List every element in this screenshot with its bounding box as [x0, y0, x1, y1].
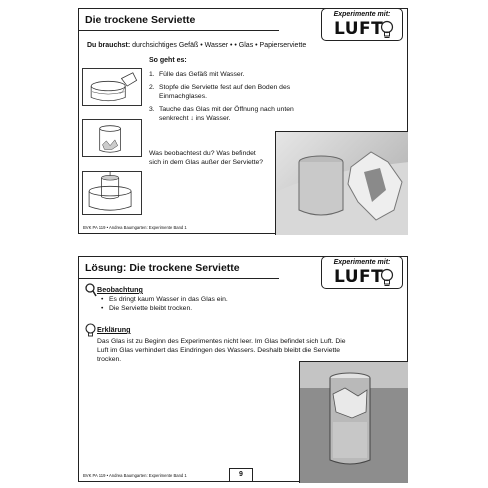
- step-number: 2.: [149, 84, 155, 91]
- sketch-fill-vessel: [82, 68, 142, 106]
- materials-line: [87, 42, 306, 49]
- lightbulb-icon: [380, 268, 394, 288]
- observation-list: [101, 295, 301, 313]
- question-text: Was beobachtest du? Was befindet sich in dem Glas außer der Serviette?: [149, 150, 264, 166]
- step-item: [149, 105, 309, 123]
- sketch-glass-into-water: [82, 171, 142, 215]
- step-text: Fülle das Gefäß mit Wasser.: [159, 71, 245, 78]
- card-title: Die trockene Serviette: [85, 14, 196, 26]
- sketch-napkin-in-glass: [82, 119, 142, 157]
- brand-caption: Experimente mit:: [333, 259, 391, 266]
- lightbulb-small-icon: [85, 323, 96, 338]
- explanation-text: Das Glas ist zu Beginn des Experimentes nicht leer. Im Glas befindet sich Luft. Die Luft im Glas verhindert das Eindringen des Wassers. Deshalb bleibt die Serviette trocken.: [97, 338, 346, 363]
- solution-card: [78, 256, 408, 482]
- copyright-note: BVK PA 119 • Andrea Baumgarten: Experimente Band 1: [83, 225, 187, 230]
- observation-item: • Die Serviette bleibt trocken.: [101, 304, 301, 313]
- materials-list: durchsichtiges Gefäß • Wasser • • Glas • Papierserviette: [132, 42, 307, 49]
- magnifier-icon: [85, 283, 97, 297]
- copyright-note: BVK PA 119 • Andrea Baumgarten: Experimente Band 1: [83, 473, 187, 478]
- lightbulb-icon: [380, 20, 394, 40]
- materials-label: Du brauchst:: [87, 42, 131, 49]
- solution-photo: [299, 361, 408, 483]
- step-number: 1.: [149, 71, 155, 78]
- observation-item: • Es dringt kaum Wasser in das Glas ein.: [101, 295, 301, 304]
- step-item: [149, 70, 309, 79]
- step-number: 3.: [149, 106, 155, 113]
- observation-heading: Beobachtung: [97, 285, 143, 294]
- instructions-heading: So geht es:: [149, 57, 187, 64]
- experiment-card: [78, 8, 408, 234]
- brand-box: [321, 256, 403, 289]
- card-title-bar: [79, 257, 279, 279]
- steps-list: [149, 70, 309, 127]
- glass-and-napkin-image: [276, 132, 408, 235]
- brand-box: [321, 8, 403, 41]
- explanation-heading: Erklärung: [97, 325, 131, 334]
- experiment-photo: [275, 131, 408, 235]
- step-text: Stopfe die Serviette fest auf den Boden des Einmachglases.: [159, 84, 291, 100]
- brand-logo: LUFT: [334, 267, 384, 287]
- glass-underwater-image: [300, 362, 408, 483]
- step-text: Tauche das Glas mit der Öffnung nach unten senkrecht ↓ ins Wasser.: [159, 106, 294, 122]
- step-item: [149, 83, 309, 101]
- brand-logo: LUFT: [334, 19, 384, 39]
- page-number: 9: [229, 468, 253, 482]
- brand-caption: Experimente mit:: [333, 11, 391, 18]
- card-title: Lösung: Die trockene Serviette: [85, 262, 240, 274]
- card-title-bar: [79, 9, 279, 31]
